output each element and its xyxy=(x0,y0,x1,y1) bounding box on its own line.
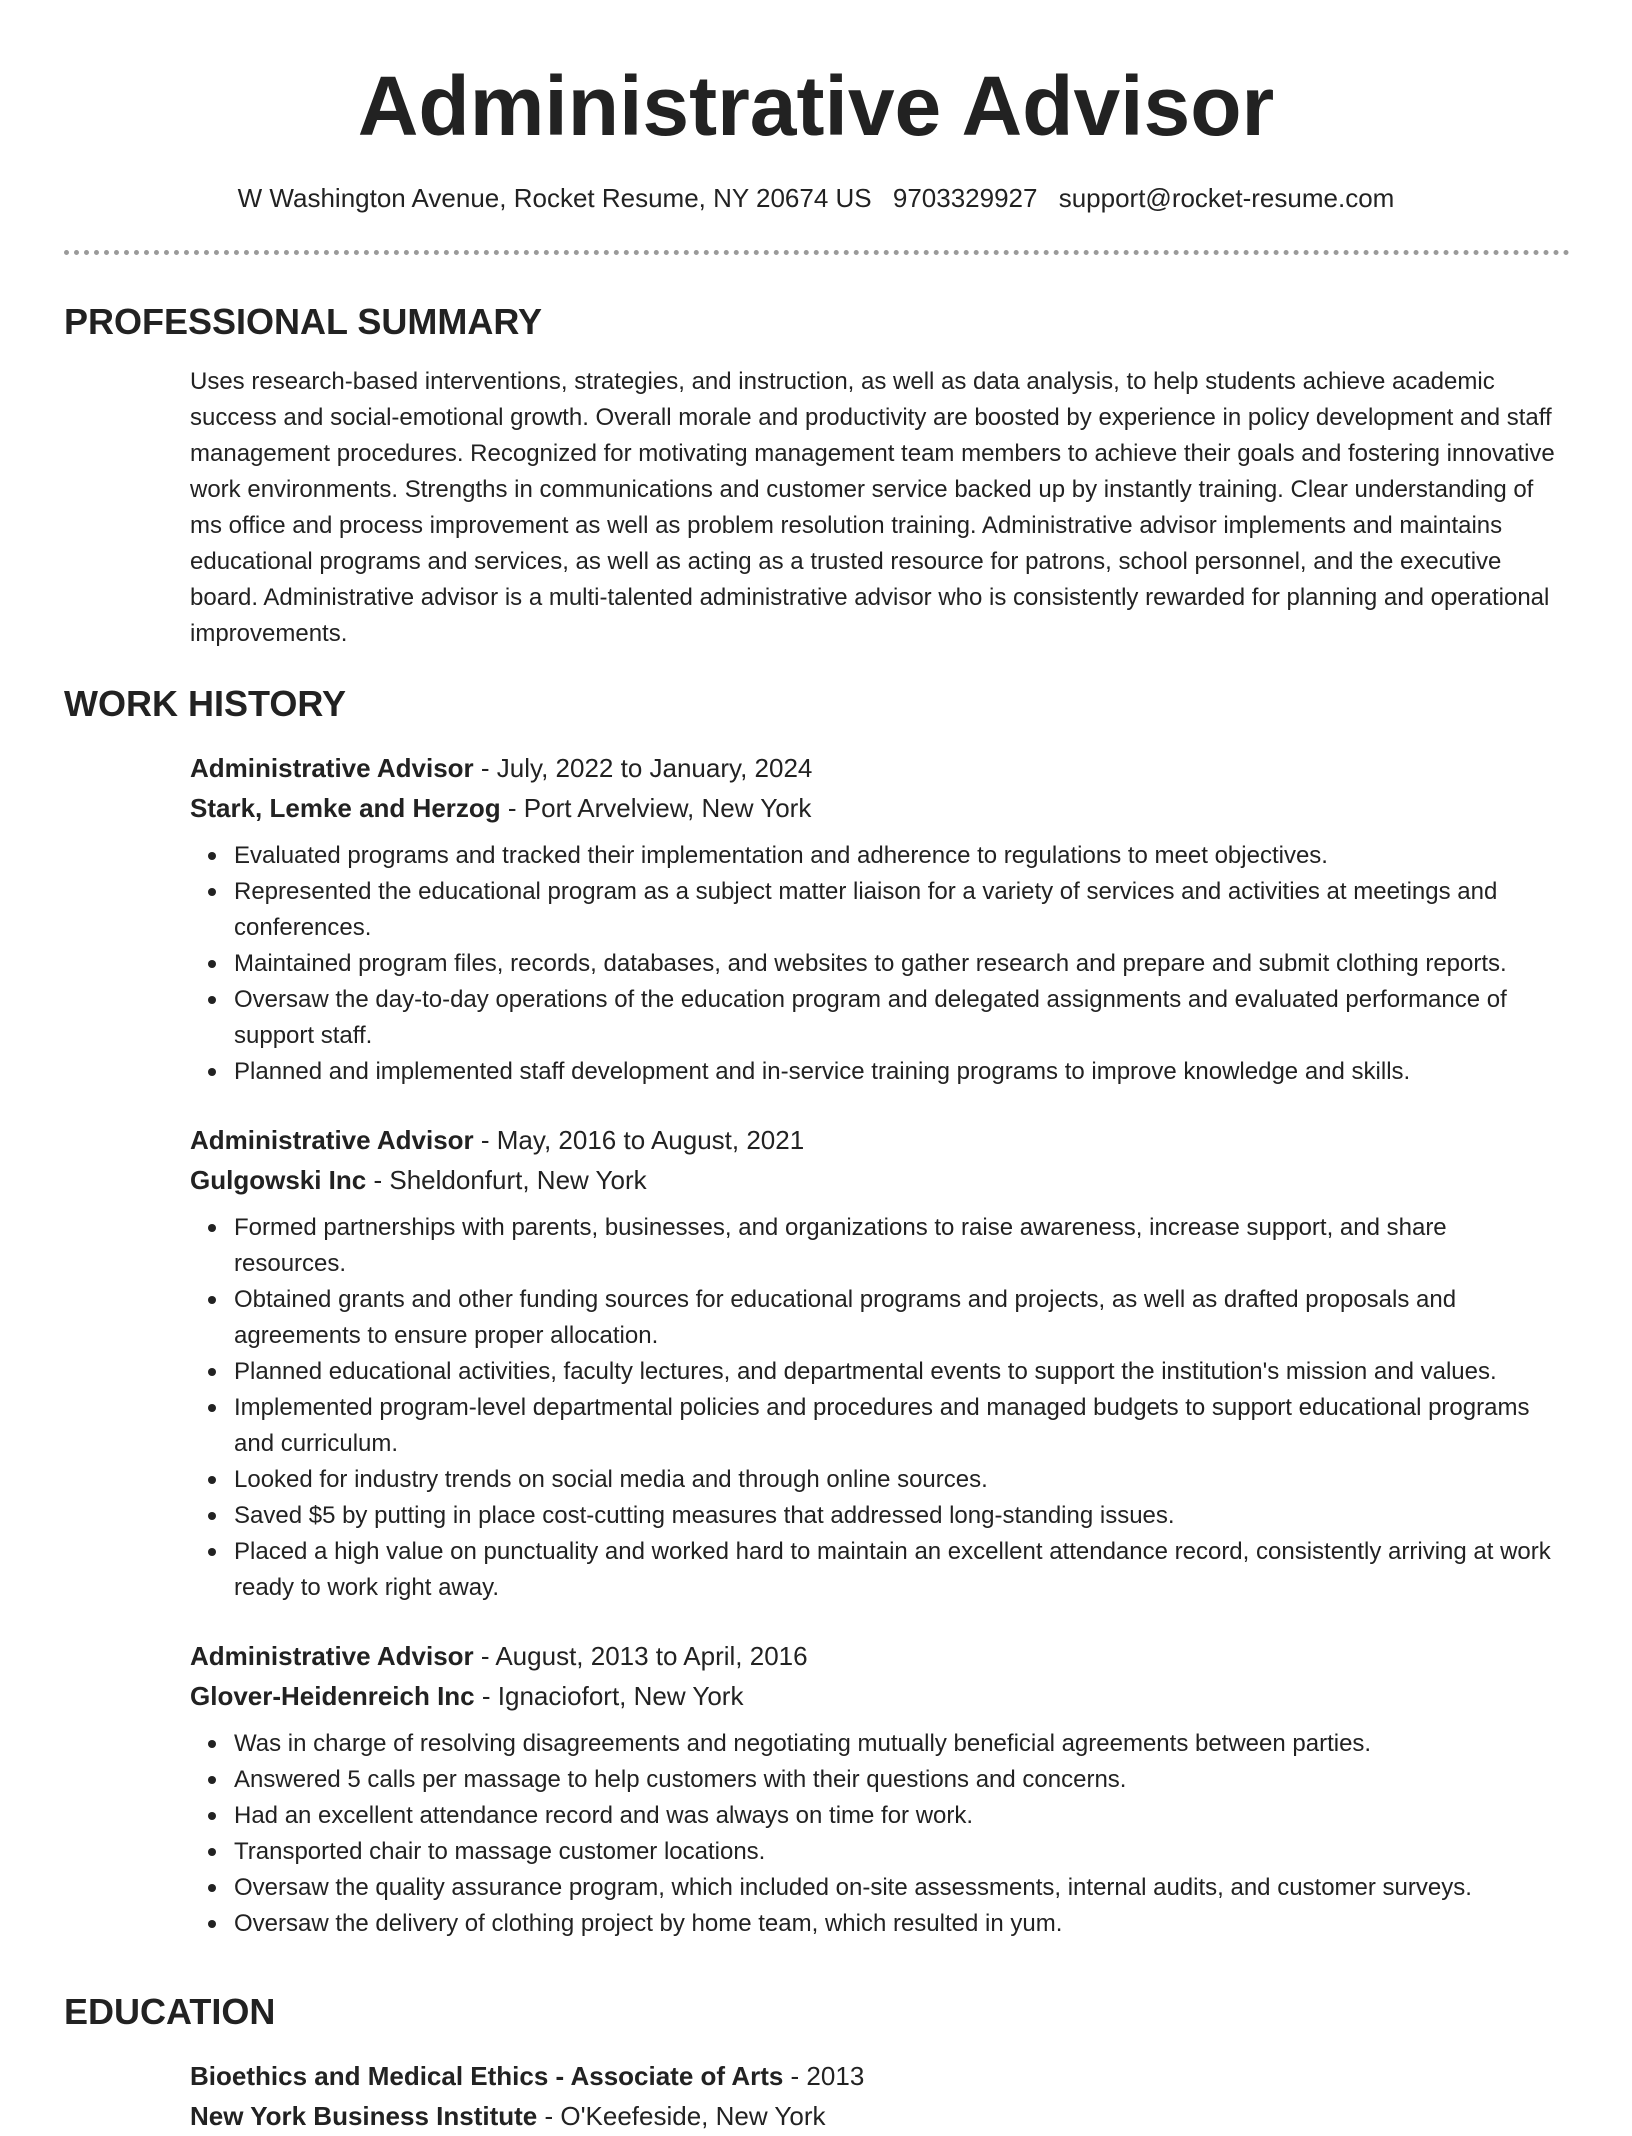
job-bullet: Planned and implemented staff development and in-service training programs to improve knowledge and skills. xyxy=(234,1054,1562,1090)
summary-section xyxy=(190,364,1562,652)
job-dates: - August, 2013 to April, 2016 xyxy=(473,1641,808,1671)
education-degree-line xyxy=(190,2056,1562,2096)
job-bullet: Was in charge of resolving disagreements and negotiating mutually beneficial agreements between parties. xyxy=(234,1726,1562,1762)
job-bullet: Placed a high value on punctuality and worked hard to maintain an excellent attendance record, consistently arriving at work ready to work right away. xyxy=(234,1534,1562,1606)
job-bullet: Had an excellent attendance record and was always on time for work. xyxy=(234,1798,1562,1834)
job-bullet: Evaluated programs and tracked their implementation and adherence to regulations to meet objectives. xyxy=(234,838,1562,874)
summary-heading: PROFESSIONAL SUMMARY xyxy=(64,301,543,342)
job-bullet: Transported chair to massage customer locations. xyxy=(234,1834,1562,1870)
job-bullet: Oversaw the quality assurance program, which included on-site assessments, internal audits, and customer surveys. xyxy=(234,1870,1562,1906)
work-history-section xyxy=(190,748,1562,1972)
job-bullets xyxy=(190,1726,1562,1942)
job-bullet: Oversaw the day-to-day operations of the education program and delegated assignments and evaluated performance of support staff. xyxy=(234,982,1562,1054)
job-bullet: Saved $5 by putting in place cost-cutting measures that addressed long-standing issues. xyxy=(234,1498,1562,1534)
job-location: - Ignaciofort, New York xyxy=(474,1681,744,1711)
job-company-line xyxy=(190,1676,1562,1716)
contact-line xyxy=(0,180,1632,216)
contact-phone: 9703329927 xyxy=(892,183,1038,213)
education-location: - O'Keefeside, New York xyxy=(537,2101,826,2131)
job-bullet: Obtained grants and other funding sources for educational programs and projects, as well as drafted proposals and agreements to ensure proper allocation. xyxy=(234,1282,1562,1354)
job-bullet: Implemented program-level departmental policies and procedures and managed budgets to support educational programs and curriculum. xyxy=(234,1390,1562,1462)
job-dates: - May, 2016 to August, 2021 xyxy=(473,1125,805,1155)
contact-address: W Washington Avenue, Rocket Resume, NY 20674 US xyxy=(237,183,872,213)
job-company: Glover-Heidenreich Inc xyxy=(190,1681,475,1711)
education-school-line xyxy=(190,2096,1562,2136)
contact-email[interactable]: support@rocket-resume.com xyxy=(1058,183,1395,213)
job-bullets xyxy=(190,838,1562,1090)
job-bullet: Answered 5 calls per massage to help customers with their questions and concerns. xyxy=(234,1762,1562,1798)
job-title-line xyxy=(190,748,1562,788)
job-bullet: Maintained program files, records, databases, and websites to gather research and prepare and submit clothing reports. xyxy=(234,946,1562,982)
job-bullet: Looked for industry trends on social media and through online sources. xyxy=(234,1462,1562,1498)
education-school: New York Business Institute xyxy=(190,2101,538,2131)
job-title-line xyxy=(190,1120,1562,1160)
job-title: Administrative Advisor xyxy=(190,1125,474,1155)
job-company: Gulgowski Inc xyxy=(190,1165,367,1195)
job-bullet: Formed partnerships with parents, businesses, and organizations to raise awareness, increase support, and share resources. xyxy=(234,1210,1562,1282)
work-history-heading: WORK HISTORY xyxy=(64,683,347,724)
job-entry xyxy=(190,748,1562,1090)
job-bullet: Oversaw the delivery of clothing project by home team, which resulted in yum. xyxy=(234,1906,1562,1942)
resume-name: Administrative Advisor xyxy=(357,59,1275,153)
job-title: Administrative Advisor xyxy=(190,1641,474,1671)
job-location: - Port Arvelview, New York xyxy=(500,793,812,823)
job-entry xyxy=(190,1636,1562,1942)
job-title: Administrative Advisor xyxy=(190,753,474,783)
education-section xyxy=(190,2056,1562,2136)
job-bullet: Represented the educational program as a subject matter liaison for a variety of services and activities at meetings and conferences. xyxy=(234,874,1562,946)
education-heading: EDUCATION xyxy=(64,1991,276,2032)
job-location: - Sheldonfurt, New York xyxy=(366,1165,647,1195)
header-divider xyxy=(64,250,1570,255)
job-company-line xyxy=(190,1160,1562,1200)
education-degree: Bioethics and Medical Ethics - Associate of Arts xyxy=(190,2061,784,2091)
summary-text: Uses research-based interventions, strategies, and instruction, as well as data analysis, to help students achieve academic success and social-emotional growth. Overall morale and productivity are boosted by experience in policy development and staff management procedures. Recognized for motivating management team members to achieve their goals and fostering innovative work environments. Strengths in communications and customer service backed up by instantly training. Clear understanding of ms office and process improvement as well as problem resolution training. Administrative advisor implements and maintains educational programs and services, as well as acting as a trusted resource for patrons, school personnel, and the executive board. Administrative advisor is a multi-talented administrative advisor who is consistently rewarded for planning and operational improvements. xyxy=(190,368,1555,647)
job-dates: - July, 2022 to January, 2024 xyxy=(473,753,813,783)
job-bullet: Planned educational activities, faculty lectures, and departmental events to support the institution's mission and values. xyxy=(234,1354,1562,1390)
job-entry xyxy=(190,1120,1562,1606)
job-title-line xyxy=(190,1636,1562,1676)
job-company-line xyxy=(190,788,1562,828)
education-year: - 2013 xyxy=(783,2061,865,2091)
job-company: Stark, Lemke and Herzog xyxy=(190,793,501,823)
job-bullets xyxy=(190,1210,1562,1606)
